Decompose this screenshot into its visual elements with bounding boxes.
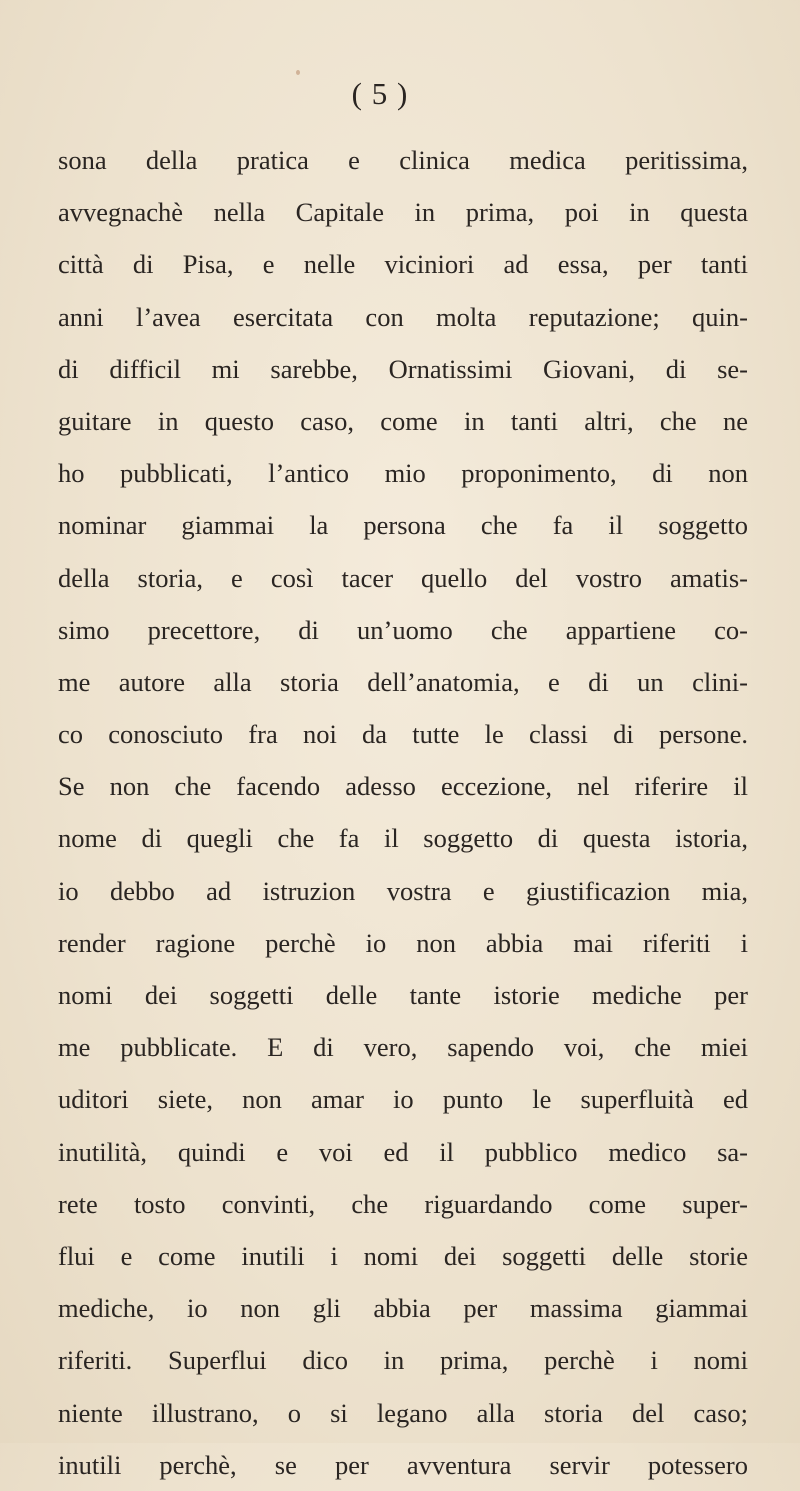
text-line: anni l’avea esercitata con molta reputazione; quin- xyxy=(58,301,748,332)
text-line: simo precettore, di un’uomo che appartiene co- xyxy=(58,614,748,645)
text-line: mediche, io non gli abbia per massima giammai xyxy=(58,1293,748,1324)
text-line: ho pubblicati, l’antico mio proponimento, di non xyxy=(58,458,748,489)
text-line: sona della pratica e clinica medica peritissima, xyxy=(58,145,748,175)
text-line: me autore alla storia dell’anatomia, e di un clini- xyxy=(58,666,748,697)
text-line: inutili perchè, se per avventura servir potessero xyxy=(58,1449,748,1480)
paper-speck xyxy=(296,70,300,75)
text-line: nomi dei soggetti delle tante istorie mediche per xyxy=(58,980,748,1010)
text-line: io debbo ad istruzion vostra e giustificazion mia, xyxy=(58,875,748,906)
text-line: flui e come inutili i nomi dei soggetti delle storie xyxy=(58,1240,748,1271)
text-line: città di Pisa, e nelle viciniori ad essa, per tanti xyxy=(58,249,748,280)
text-line: co conosciuto fra noi da tutte le classi di persone. xyxy=(58,719,748,750)
text-line: avvegnachè nella Capitale in prima, poi in questa xyxy=(58,197,748,228)
body-text xyxy=(58,134,748,1491)
text-line: nome di quegli che fa il soggetto di questa istoria, xyxy=(58,823,748,854)
text-line: niente illustrano, o si legano alla storia del caso; xyxy=(58,1397,748,1428)
text-line: rete tosto convinti, che riguardando come super- xyxy=(58,1188,748,1219)
text-line: guitare in questo caso, come in tanti altri, che ne xyxy=(58,405,748,436)
text-line: me pubblicate. E di vero, sapendo voi, che miei xyxy=(58,1032,748,1063)
text-line: nominar giammai la persona che fa il soggetto xyxy=(58,510,748,541)
text-line: Se non che facendo adesso eccezione, nel riferire il xyxy=(58,771,748,802)
text-line: riferiti. Superflui dico in prima, perchè i nomi xyxy=(58,1345,748,1376)
text-line: inutilità, quindi e voi ed il pubblico medico sa- xyxy=(58,1136,748,1167)
text-line: uditori siete, non amar io punto le superfluità ed xyxy=(58,1084,748,1115)
text-line: della storia, e così tacer quello del vostro amatis- xyxy=(58,562,748,593)
page-number: ( 5 ) xyxy=(351,76,409,111)
text-line: di difficil mi sarebbe, Ornatissimi Giovani, di se- xyxy=(58,353,748,384)
text-line: render ragione perchè io non abbia mai riferiti i xyxy=(58,927,748,958)
